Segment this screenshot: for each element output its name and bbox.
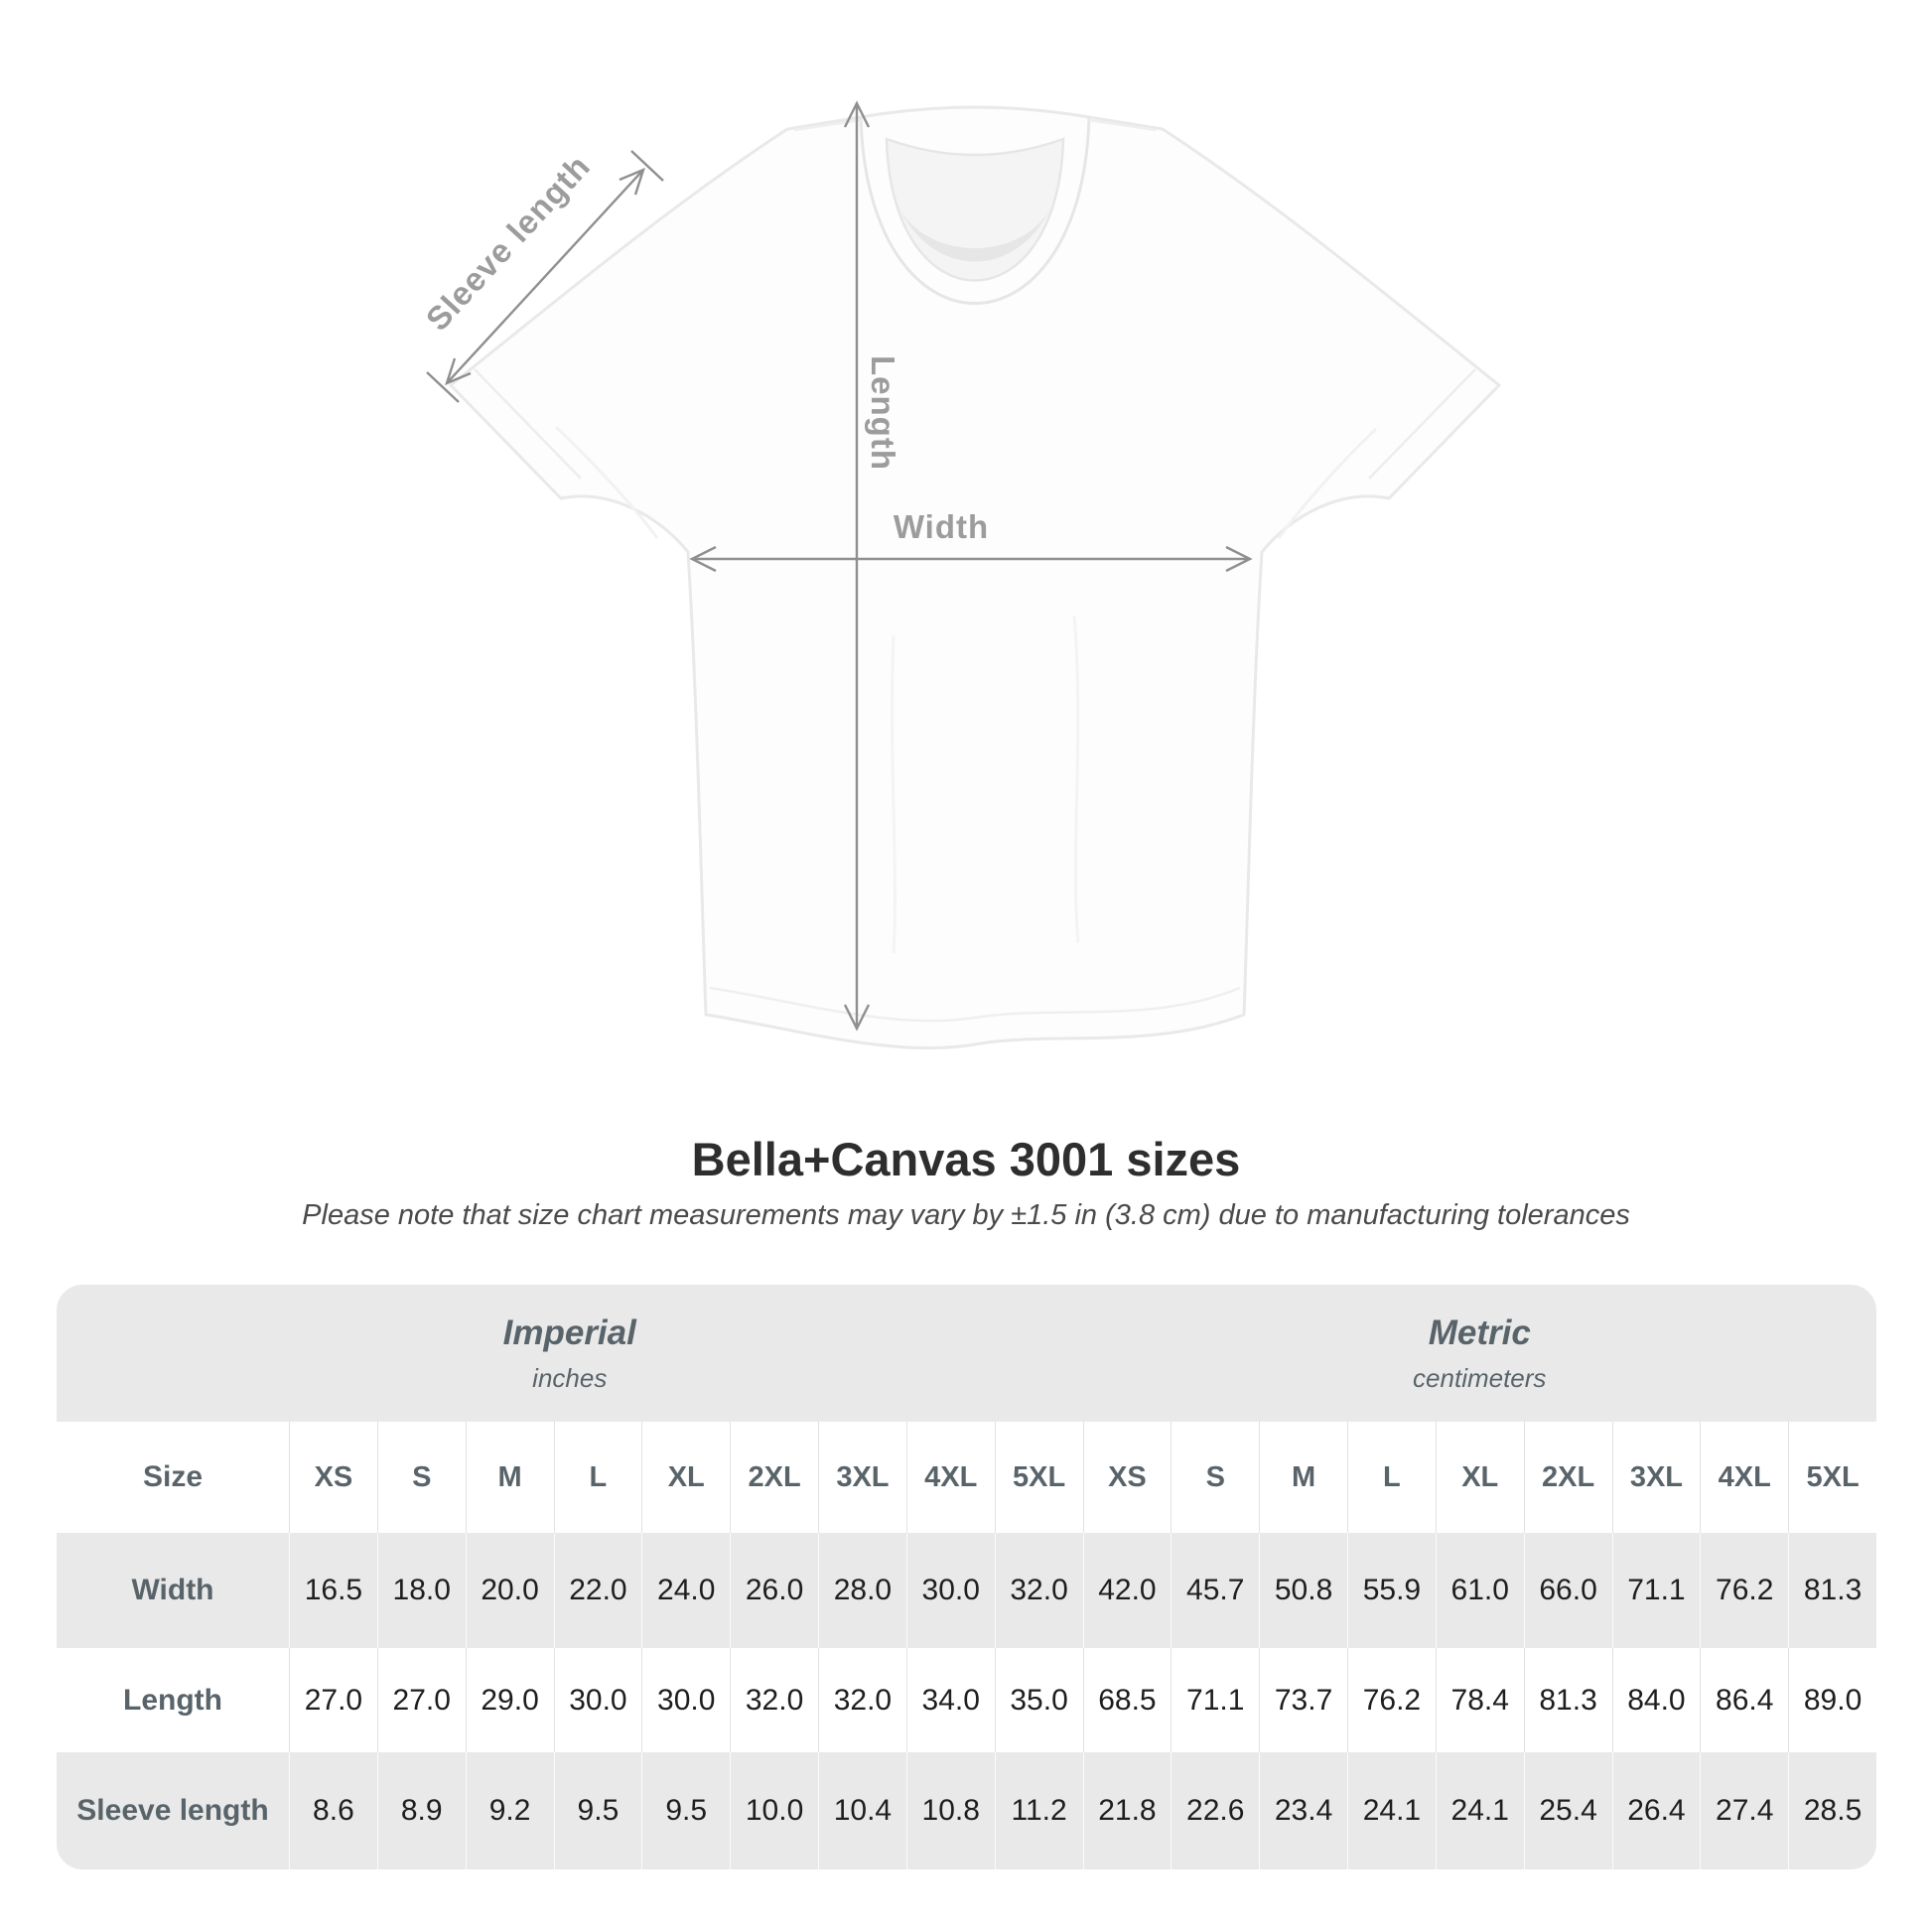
value-cell: 10.0: [730, 1752, 818, 1869]
value-cell: 10.4: [818, 1752, 906, 1869]
imperial-group-header: [57, 1285, 1083, 1422]
value-cell: 32.0: [730, 1648, 818, 1752]
value-cell: 86.4: [1700, 1648, 1788, 1752]
value-cell: 22.0: [554, 1533, 642, 1648]
size-header: M: [1259, 1422, 1347, 1533]
size-header: 2XL: [1524, 1422, 1612, 1533]
imperial-unit: inches: [532, 1362, 608, 1393]
value-cell: 81.3: [1524, 1648, 1612, 1752]
value-cell: 76.2: [1700, 1533, 1788, 1648]
metric-label: Metric: [1428, 1312, 1531, 1352]
value-cell: 30.0: [641, 1648, 730, 1752]
value-cell: 84.0: [1612, 1648, 1701, 1752]
value-cell: 71.1: [1171, 1648, 1259, 1752]
value-cell: 9.2: [466, 1752, 554, 1869]
row-label-sleeve-length: Sleeve length: [57, 1752, 289, 1869]
value-cell: 61.0: [1436, 1533, 1524, 1648]
value-cell: 81.3: [1788, 1533, 1876, 1648]
value-cell: 10.8: [906, 1752, 995, 1869]
value-cell: 76.2: [1347, 1648, 1436, 1752]
value-cell: 22.6: [1171, 1752, 1259, 1869]
size-header: 5XL: [1788, 1422, 1876, 1533]
size-header: L: [554, 1422, 642, 1533]
value-cell: 30.0: [906, 1533, 995, 1648]
value-cell: 18.0: [377, 1533, 466, 1648]
value-cell: 45.7: [1171, 1533, 1259, 1648]
value-cell: 89.0: [1788, 1648, 1876, 1752]
size-header: 4XL: [906, 1422, 995, 1533]
value-cell: 32.0: [995, 1533, 1083, 1648]
value-cell: 78.4: [1436, 1648, 1524, 1752]
value-cell: 55.9: [1347, 1533, 1436, 1648]
size-header: S: [377, 1422, 466, 1533]
value-cell: 24.1: [1436, 1752, 1524, 1869]
imperial-label: Imperial: [502, 1312, 636, 1352]
size-header: S: [1171, 1422, 1259, 1533]
value-cell: 66.0: [1524, 1533, 1612, 1648]
value-cell: 26.4: [1612, 1752, 1701, 1869]
size-header: 2XL: [730, 1422, 818, 1533]
value-cell: 21.8: [1083, 1752, 1172, 1869]
value-cell: 28.5: [1788, 1752, 1876, 1869]
value-cell: 50.8: [1259, 1533, 1347, 1648]
size-header: M: [466, 1422, 554, 1533]
row-label-width: Width: [57, 1533, 289, 1648]
size-header: 3XL: [818, 1422, 906, 1533]
value-cell: 24.0: [641, 1533, 730, 1648]
value-cell: 68.5: [1083, 1648, 1172, 1752]
size-header: XL: [641, 1422, 730, 1533]
value-cell: 27.0: [377, 1648, 466, 1752]
length-label: Length: [865, 355, 901, 471]
value-cell: 20.0: [466, 1533, 554, 1648]
value-cell: 9.5: [554, 1752, 642, 1869]
page-title: Bella+Canvas 3001 sizes: [691, 1133, 1241, 1185]
value-cell: 29.0: [466, 1648, 554, 1752]
value-cell: 27.4: [1700, 1752, 1788, 1869]
value-cell: 30.0: [554, 1648, 642, 1752]
value-cell: 32.0: [818, 1648, 906, 1752]
value-cell: 9.5: [641, 1752, 730, 1869]
size-header: XS: [289, 1422, 377, 1533]
value-cell: 28.0: [818, 1533, 906, 1648]
value-cell: 34.0: [906, 1648, 995, 1752]
value-cell: 25.4: [1524, 1752, 1612, 1869]
size-header: 5XL: [995, 1422, 1083, 1533]
value-cell: 35.0: [995, 1648, 1083, 1752]
value-cell: 27.0: [289, 1648, 377, 1752]
metric-unit: centimeters: [1413, 1362, 1547, 1393]
size-table: [57, 1285, 1876, 1869]
width-label: Width: [893, 508, 990, 545]
size-header: XS: [1083, 1422, 1172, 1533]
sleeve-length-label: Sleeve length: [418, 147, 598, 338]
value-cell: 26.0: [730, 1533, 818, 1648]
size-header: XL: [1436, 1422, 1524, 1533]
value-cell: 23.4: [1259, 1752, 1347, 1869]
size-header: L: [1347, 1422, 1436, 1533]
value-cell: 42.0: [1083, 1533, 1172, 1648]
value-cell: 16.5: [289, 1533, 377, 1648]
value-cell: 8.6: [289, 1752, 377, 1869]
metric-group-header: [1083, 1285, 1877, 1422]
row-label-length: Length: [57, 1648, 289, 1752]
value-cell: 11.2: [995, 1752, 1083, 1869]
size-column-header: Size: [57, 1422, 289, 1533]
size-header: 3XL: [1612, 1422, 1701, 1533]
value-cell: 8.9: [377, 1752, 466, 1869]
tshirt-illustration: [451, 107, 1499, 1048]
value-cell: 24.1: [1347, 1752, 1436, 1869]
size-header: 4XL: [1700, 1422, 1788, 1533]
value-cell: 71.1: [1612, 1533, 1701, 1648]
value-cell: 73.7: [1259, 1648, 1347, 1752]
tolerance-note: Please note that size chart measurements may vary by ±1.5 in (3.8 cm) due to manufacturing tolerances: [302, 1199, 1630, 1231]
